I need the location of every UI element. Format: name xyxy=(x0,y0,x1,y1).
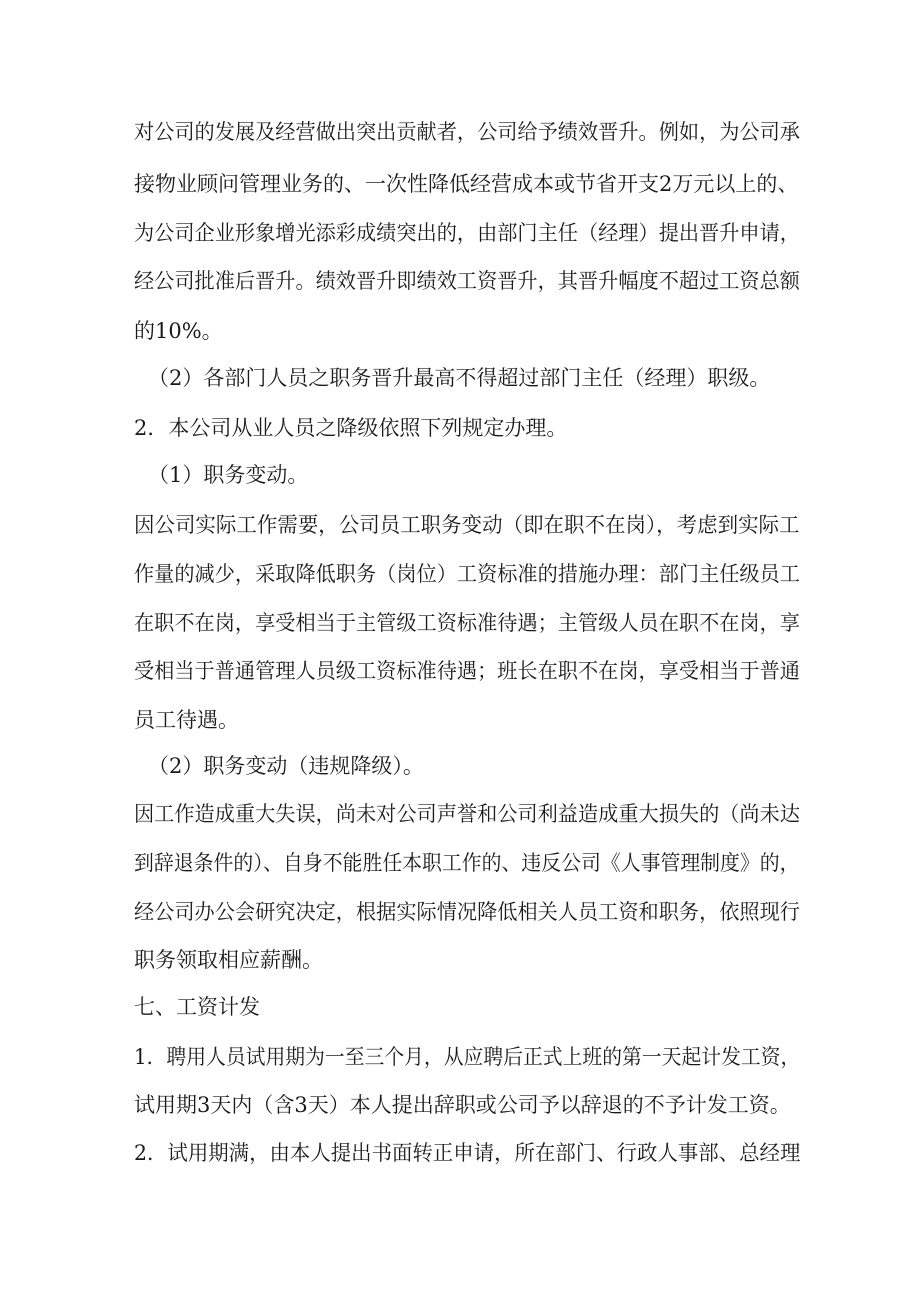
paragraph-line: 对公司的发展及经营做出突出贡献者，公司给予绩效晋升。例如，为公司承 xyxy=(134,120,800,144)
paragraph-line: 因公司实际工作需要，公司员工职务变动（即在职不在岗），考虑到实际工 xyxy=(134,513,800,537)
paragraph-line: 接物业顾问管理业务的、一次性降低经营成本或节省开支2万元以上的、 xyxy=(134,172,799,196)
paragraph-line: 作量的减少，采取降低职务（岗位）工资标准的措施办理：部门主任级员工 xyxy=(134,562,800,586)
paragraph-line: 员工待遇。 xyxy=(134,708,239,732)
list-item: 1．聘用人员试用期为一至三个月，从应聘后正式上班的第一天起计发工资， xyxy=(134,1045,801,1069)
list-item: （1）职务变动。 xyxy=(148,463,309,487)
paragraph-line: 的10%。 xyxy=(134,319,223,343)
list-item: （2）职务变动（违规降级）。 xyxy=(148,754,424,778)
paragraph-line: 受相当于普通管理人员级工资标准待遇；班长在职不在岗，享受相当于普通 xyxy=(134,659,800,683)
list-item: （2）各部门人员之职务晋升最高不得超过部门主任（经理）职级。 xyxy=(148,366,771,390)
list-item: 2．本公司从业人员之降级依照下列规定办理。 xyxy=(134,416,568,440)
paragraph-line: 经公司批准后晋升。绩效晋升即绩效工资晋升，其晋升幅度不超过工资总额 xyxy=(134,269,800,293)
paragraph-line: 经公司办公会研究决定，根据实际情况降低相关人员工资和职务，依照现行 xyxy=(134,900,800,924)
paragraph-line: 试用期3天内（含3天）本人提出辞职或公司予以辞退的不予计发工资。 xyxy=(134,1093,791,1117)
paragraph-line: 在职不在岗，享受相当于主管级工资标准待遇；主管级人员在职不在岗，享 xyxy=(134,611,800,635)
paragraph-line: 因工作造成重大失误，尚未对公司声誉和公司利益造成重大损失的（尚未达 xyxy=(134,802,800,826)
list-item: 2．试用期满，由本人提出书面转正申请，所在部门、行政人事部、总经理 xyxy=(134,1141,801,1165)
paragraph-line: 职务领取相应薪酬。 xyxy=(134,948,323,972)
paragraph-line: 为公司企业形象增光添彩成绩突出的，由部门主任（经理）提出晋升申请， xyxy=(134,221,800,245)
section-heading: 七、工资计发 xyxy=(134,995,260,1019)
paragraph-line: 到辞退条件的）、自身不能胜任本职工作的、违反公司《人事管理制度》的， xyxy=(134,851,800,875)
